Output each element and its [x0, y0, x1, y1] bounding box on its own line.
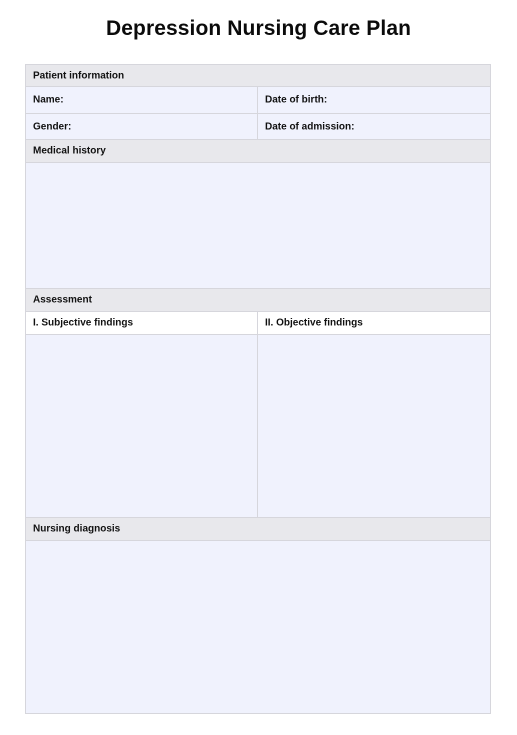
objective-findings-header [257, 312, 490, 334]
name-label: Name: [33, 94, 64, 106]
date-of-birth-field[interactable] [257, 87, 490, 113]
objective-findings-label: II. Objective findings [265, 317, 363, 329]
subjective-findings-label: I. Subjective findings [33, 317, 134, 329]
assessment-label: Assessment [33, 294, 92, 306]
care-plan-form [25, 64, 491, 714]
gender-field[interactable] [26, 114, 257, 139]
nursing-diagnosis-header [26, 518, 490, 541]
nursing-diagnosis-label: Nursing diagnosis [33, 523, 121, 535]
medical-history-field[interactable] [26, 163, 490, 289]
nursing-diagnosis-field[interactable] [26, 541, 490, 713]
assessment-columns-row [26, 312, 490, 335]
subjective-findings-field[interactable] [26, 335, 257, 517]
date-of-birth-label: Date of birth: [265, 94, 328, 106]
assessment-header [26, 289, 490, 312]
date-of-admission-field[interactable] [257, 114, 490, 139]
patient-information-label: Patient information [33, 70, 125, 81]
subjective-findings-header [26, 312, 257, 334]
name-dob-row [26, 87, 490, 114]
gender-label: Gender: [33, 121, 72, 132]
name-field[interactable] [26, 87, 257, 113]
objective-findings-field[interactable] [257, 335, 490, 517]
page-title: Depression Nursing Care Plan [105, 17, 412, 40]
assessment-fields-row [26, 335, 490, 518]
patient-information-header [26, 65, 490, 87]
medical-history-header [26, 140, 490, 163]
medical-history-label: Medical history [33, 145, 106, 157]
gender-admission-row [26, 114, 490, 140]
date-of-admission-label: Date of admission: [265, 121, 355, 132]
